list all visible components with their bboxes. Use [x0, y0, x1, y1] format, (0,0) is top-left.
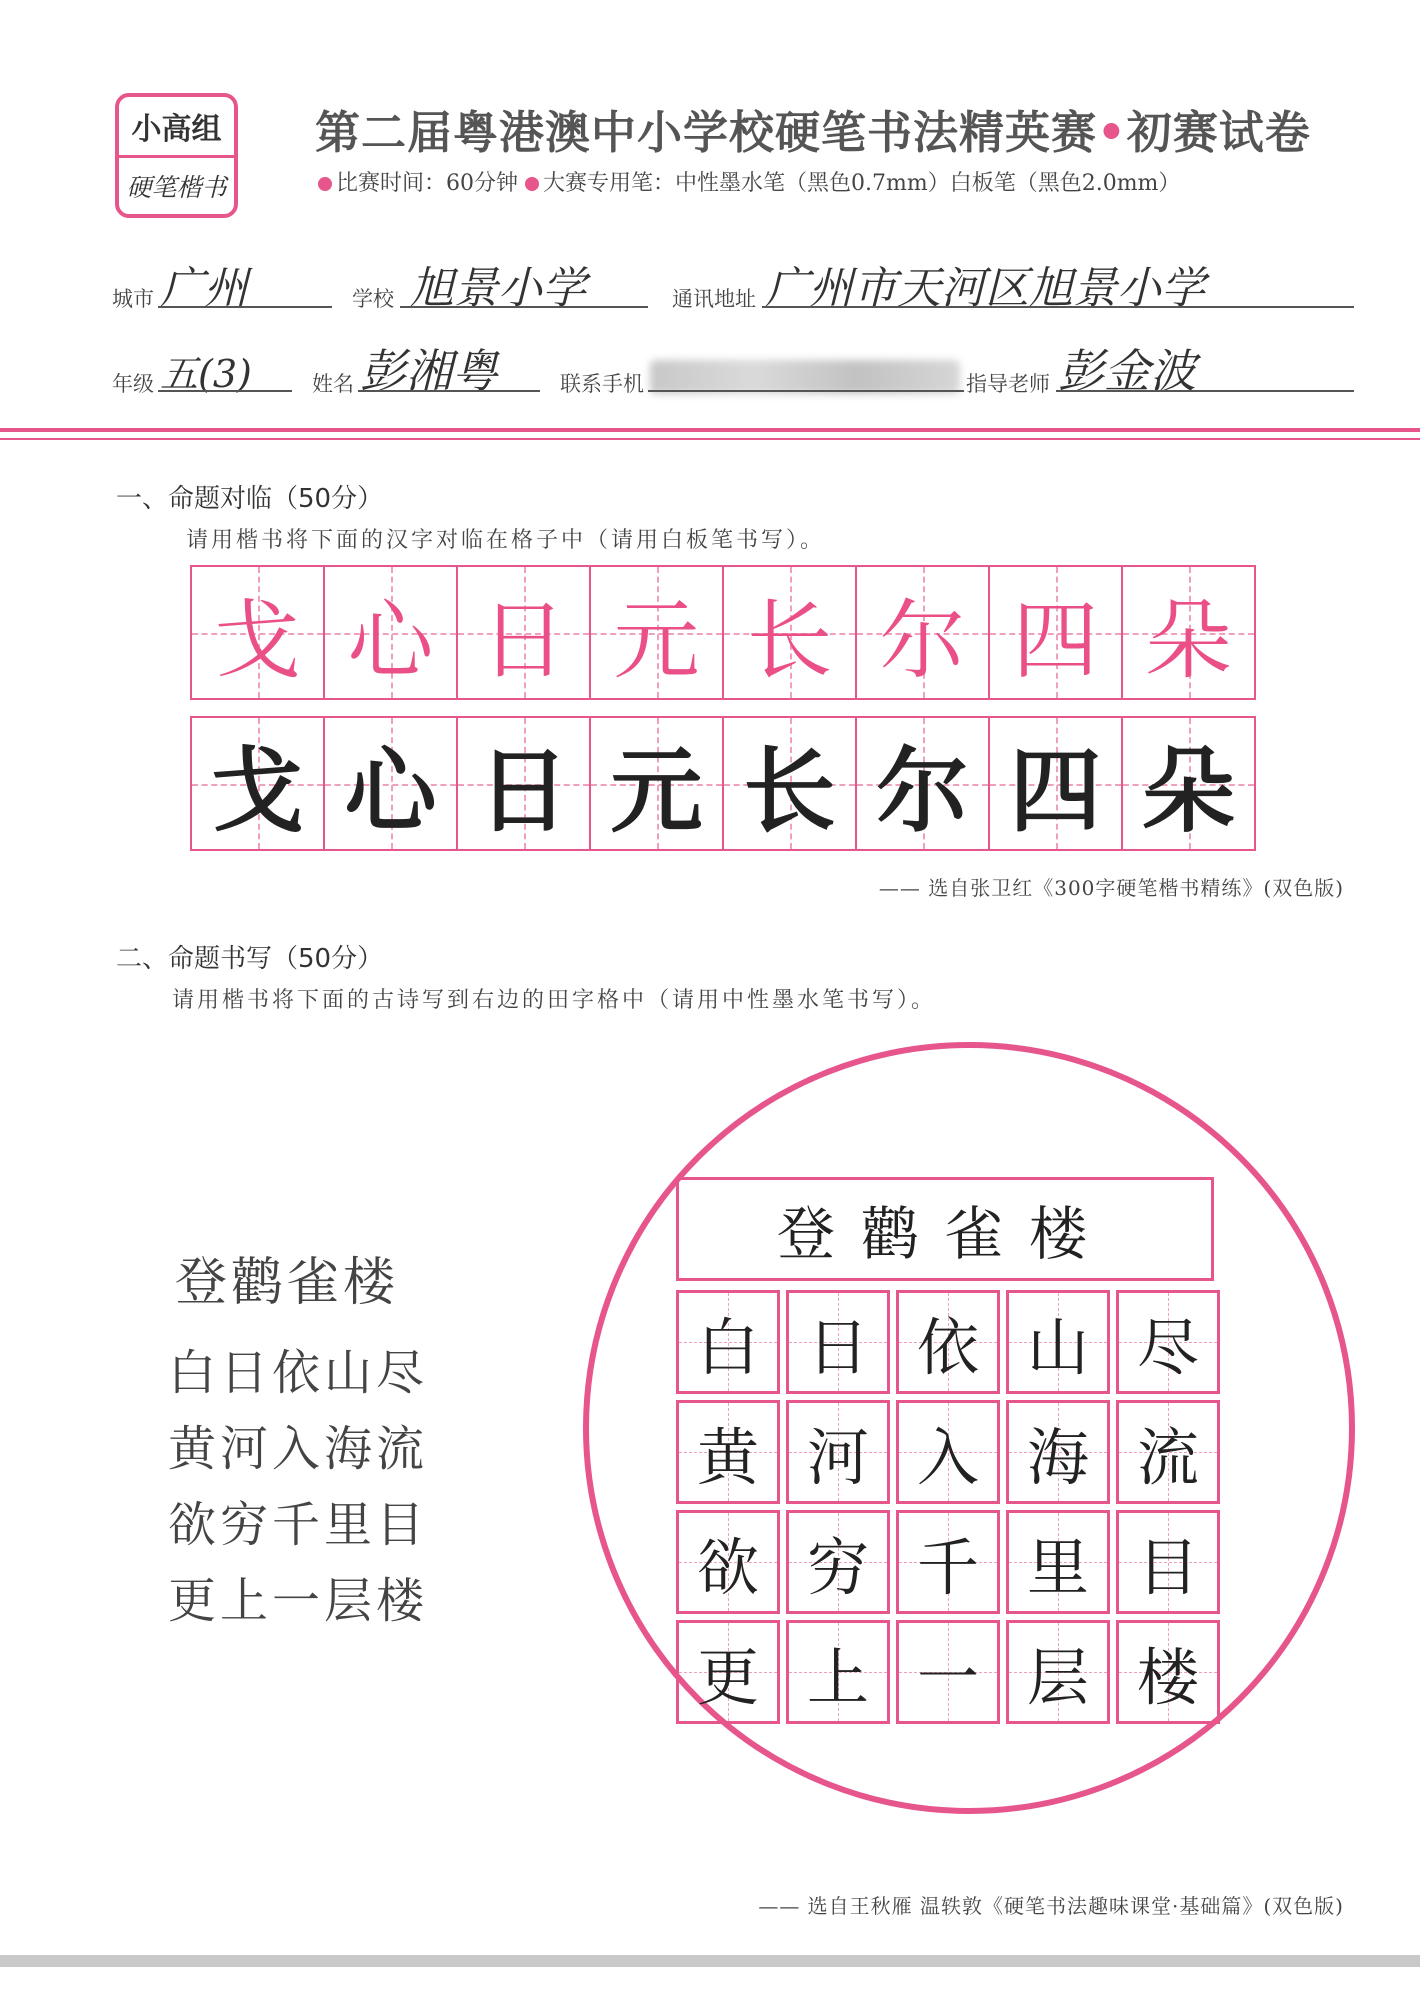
bullet-dot-icon	[318, 177, 332, 191]
title-main: 第二届粤港澳中小学校硬笔书法精英赛	[315, 106, 1098, 159]
poem-grid-cell: 依	[896, 1290, 1000, 1394]
section2-credit: —— 选自王秋雁 温轶敦《硬笔书法趣味课堂·基础篇》(双色版)	[758, 1894, 1344, 1918]
poem-line-1: 白日依山尽	[168, 1345, 429, 1401]
poem-grid-cell: 目	[1116, 1510, 1220, 1614]
page-title	[315, 96, 1311, 161]
written-char-cell: 心	[323, 716, 458, 851]
school-label: 学校	[352, 287, 394, 311]
model-char-cell: 尔	[855, 565, 990, 700]
written-char-cell: 日	[456, 716, 591, 851]
model-char-cell: 心	[323, 565, 458, 700]
name-line	[358, 390, 540, 392]
header-divider	[0, 428, 1420, 432]
address-line	[762, 306, 1354, 308]
written-char-cell: 长	[722, 716, 857, 851]
poem-grid-cell: 千	[896, 1510, 1000, 1614]
title-suffix: 初赛试卷	[1126, 106, 1311, 159]
badge-group: 小高组	[119, 97, 234, 158]
written-poem-title: 登鹳雀楼	[676, 1177, 1214, 1281]
poem-grid-cell: 上	[786, 1620, 890, 1724]
teacher-value: 彭金波	[1058, 344, 1196, 398]
poem-grid-cell: 穷	[786, 1510, 890, 1614]
city-label: 城市	[112, 287, 154, 311]
grade-label: 年级	[112, 372, 154, 396]
poem-line-4: 更上一层楼	[168, 1573, 429, 1629]
model-char-cell: 四	[988, 565, 1123, 700]
time-info: 比赛时间：60分钟	[336, 171, 518, 196]
teacher-line	[1056, 390, 1354, 392]
model-char-cell: 日	[456, 565, 591, 700]
school-line	[400, 306, 648, 308]
poem-grid-cell: 海	[1006, 1400, 1110, 1504]
model-char-cell: 戈	[190, 565, 325, 700]
phone-line	[648, 390, 964, 392]
exam-info	[318, 166, 1180, 197]
poem-grid-cell: 河	[786, 1400, 890, 1504]
poem-grid-cell: 尽	[1116, 1290, 1220, 1394]
section2-instruction: 请用楷书将下面的古诗写到右边的田字格中（请用中性墨水笔书写）。	[172, 988, 937, 1013]
phone-label: 联系手机	[560, 372, 644, 396]
written-char-cell: 尔	[855, 716, 990, 851]
address-label: 通讯地址	[672, 287, 756, 311]
badge-style: 硬笔楷书	[126, 172, 227, 202]
poem-writing-grid	[676, 1290, 1220, 1724]
grade-value: 五(3)	[160, 352, 252, 396]
address-value: 广州市天河区旭景小学	[765, 263, 1205, 314]
name-value: 彭湘粤	[360, 344, 498, 398]
poem-grid-cell: 楼	[1116, 1620, 1220, 1724]
poem-grid-cell: 入	[896, 1400, 1000, 1504]
grade-line	[158, 390, 292, 392]
bullet-dot-icon	[525, 177, 539, 191]
written-char-cell: 朵	[1121, 716, 1256, 851]
section1-heading: 一、命题对临（50分）	[116, 484, 384, 514]
written-char-cell: 元	[589, 716, 724, 851]
poem-grid-cell: 白	[676, 1290, 780, 1394]
poem-grid-cell: 层	[1006, 1620, 1110, 1724]
poem-grid-cell: 一	[896, 1620, 1000, 1724]
teacher-label: 指导老师	[966, 372, 1050, 396]
poem-grid-cell: 黄	[676, 1400, 780, 1504]
poem-line-3: 欲穷千里目	[168, 1497, 429, 1553]
bottom-band	[0, 1955, 1420, 1967]
model-char-cell: 长	[722, 565, 857, 700]
written-char-cell: 戈	[190, 716, 325, 851]
poem-grid-cell: 更	[676, 1620, 780, 1724]
poem-grid-cell: 山	[1006, 1290, 1110, 1394]
city-line	[158, 306, 332, 308]
header-divider-thin	[0, 438, 1420, 440]
poem-grid-cell: 欲	[676, 1510, 780, 1614]
written-char-cell: 四	[988, 716, 1123, 851]
poem-line-2: 黄河入海流	[168, 1421, 429, 1477]
title-dot: •	[1097, 106, 1127, 159]
model-char-row	[190, 565, 1256, 700]
poem-grid-cell: 日	[786, 1290, 890, 1394]
section1-instruction: 请用楷书将下面的汉字对临在格子中（请用白板笔书写）。	[186, 528, 826, 553]
poem-grid-cell: 流	[1116, 1400, 1220, 1504]
school-value: 旭景小学	[410, 263, 586, 314]
written-char-row	[190, 716, 1256, 851]
poem-title: 登鹳雀楼	[175, 1253, 400, 1313]
model-char-cell: 元	[589, 565, 724, 700]
poem-grid-cell: 里	[1006, 1510, 1110, 1614]
phone-value-redacted	[650, 360, 960, 394]
city-value: 广州	[160, 263, 248, 314]
group-badge	[115, 93, 238, 218]
name-label: 姓名	[312, 372, 354, 396]
model-char-cell: 朵	[1121, 565, 1256, 700]
section1-credit: —— 选自张卫红《300字硬笔楷书精练》(双色版)	[878, 876, 1344, 900]
section2-heading: 二、命题书写（50分）	[116, 944, 384, 974]
pen-info: 大赛专用笔：中性墨水笔（黑色0.7mm）白板笔（黑色2.0mm）	[543, 171, 1181, 196]
